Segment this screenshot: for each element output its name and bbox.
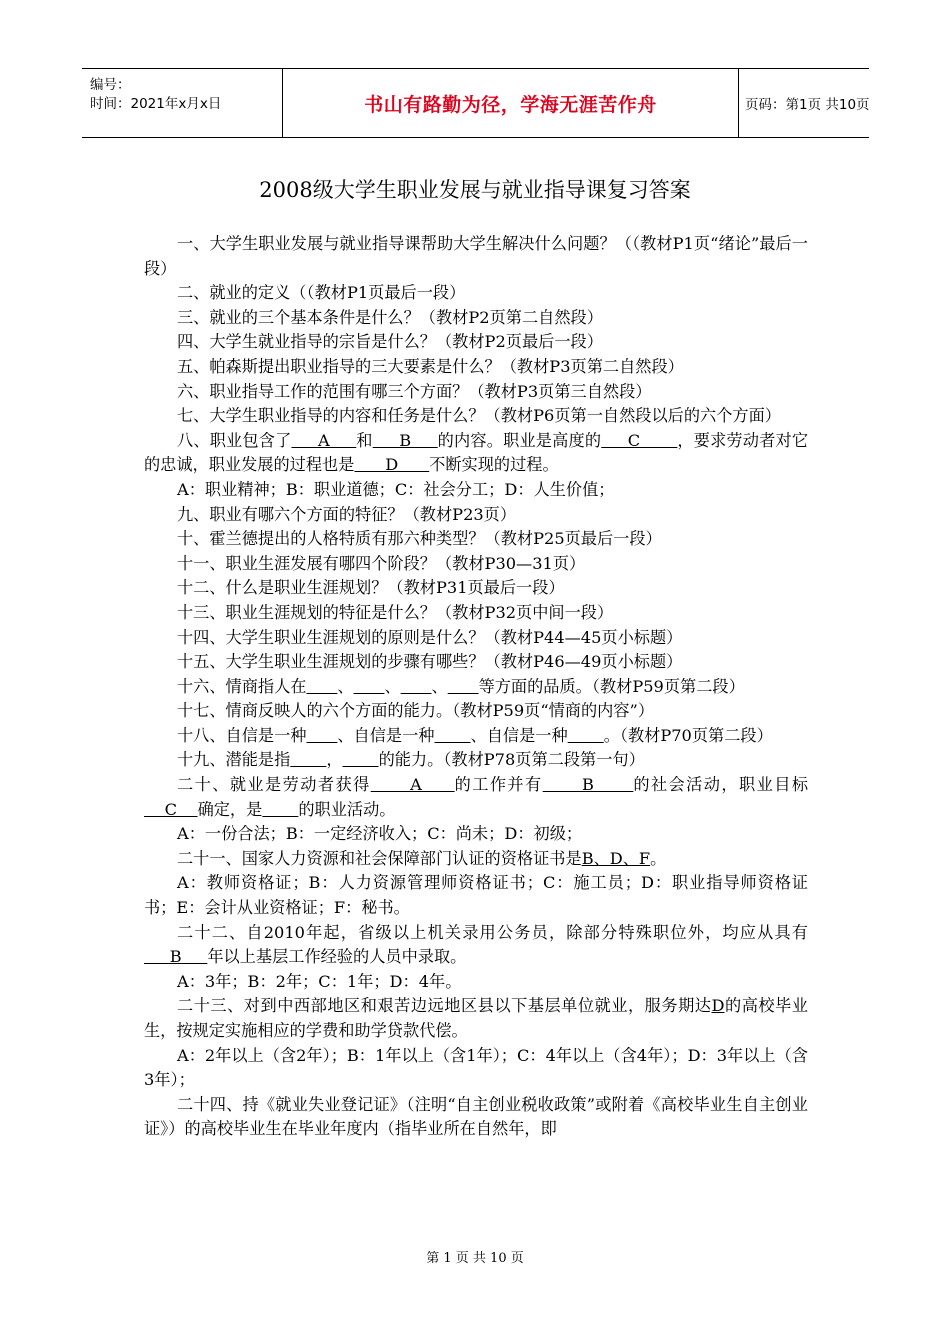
paragraph xyxy=(144,650,808,675)
page-header xyxy=(82,68,869,138)
answer-blank xyxy=(307,677,338,696)
motto-text: 书山有路勤为径，学海无涯苦作舟 xyxy=(364,93,657,116)
answer-blank: B xyxy=(542,775,634,795)
paragraph xyxy=(144,748,808,773)
answer-blank xyxy=(448,677,479,696)
answer-blank xyxy=(435,726,471,745)
paragraph-text: 一、大学生职业发展与就业指导课帮助大学生解决什么问题？（（教材P1页“绪论”最后一段） xyxy=(144,234,808,278)
paragraph-text: 的能力。（教材P78页第二段第一句） xyxy=(378,750,645,770)
paragraph-text: 十一、职业生涯发展有哪四个阶段？（教材P30—31页） xyxy=(177,553,586,573)
paragraph-text: 九、职业有哪六个方面的特征？（教材P23页） xyxy=(177,504,517,524)
paragraph-text: 十三、职业生涯规划的特征是什么？（教材P32页中间一段） xyxy=(177,602,614,622)
paragraph-text: 的高校毕业生，按规定实施相应的学费和助学贷款代偿。 xyxy=(144,996,808,1040)
paragraph xyxy=(144,404,808,429)
paragraph-text: 不断实现的过程。 xyxy=(429,455,559,475)
document-time-label: 时间：2021年x月x日 xyxy=(90,96,222,112)
paragraph-text: 十九、潜能是指 xyxy=(177,750,291,770)
paragraph-text: 二十二、自2010年起，省级以上机关录用公务员，除部分特殊职位外，均应从具有 xyxy=(177,922,808,942)
paragraph-text: 十四、大学生职业生涯规划的原则是什么？（教材P44—45页小标题） xyxy=(177,627,683,647)
paragraph-text: 三、就业的三个基本条件是什么？（教材P2页第二自然段） xyxy=(177,307,603,327)
paragraph-text: 、 xyxy=(384,676,401,696)
paragraph xyxy=(144,871,808,920)
paragraph-text: 十二、什么是职业生涯规划？（教材P31页最后一段） xyxy=(177,578,565,598)
paragraph-text: 的工作并有 xyxy=(454,775,543,795)
paragraph xyxy=(144,699,808,724)
document-body xyxy=(144,232,808,1142)
paragraph-text: 十五、大学生职业生涯规划的步骤有哪些？（教材P46—49页小标题） xyxy=(177,652,683,672)
paragraph-text: A：职业精神；B：职业道德；C：社会分工；D：人生价值； xyxy=(177,479,615,499)
header-page-cell xyxy=(737,69,869,137)
paragraph xyxy=(144,281,808,306)
paragraph-text: 五、帕森斯提出职业指导的三大要素是什么？（教材P3页第二自然段） xyxy=(177,356,684,376)
paragraph xyxy=(144,478,808,503)
paragraph-text: 。 xyxy=(650,848,667,868)
paragraph-text: 四、大学生就业指导的宗旨是什么？（教材P2页最后一段） xyxy=(177,332,603,352)
paragraph-text: A：一份合法；B：一定经济收入；C：尚未；D：初级； xyxy=(177,824,583,844)
page-code: 页码：第1页 共10页 xyxy=(745,97,870,113)
answer-blank: C xyxy=(601,430,678,450)
paragraph-text: 二十三、对到中西部地区和艰苦边远地区县以下基层单位就业，服务期达 xyxy=(177,996,712,1016)
paragraph xyxy=(144,330,808,355)
paragraph-text: 的职业活动。 xyxy=(298,799,396,819)
paragraph-text: 。（教材P70页第二段） xyxy=(603,725,773,745)
paragraph xyxy=(144,847,808,872)
paragraph xyxy=(144,380,808,405)
answer-blank: A xyxy=(370,775,455,795)
paragraph-text: 十七、情商反映人的六个方面的能力。（教材P59页“情商的内容”） xyxy=(177,701,655,721)
answer-blank: C xyxy=(144,799,198,819)
paragraph-text: 十八、自信是一种 xyxy=(177,725,307,745)
paragraph xyxy=(144,1044,808,1093)
paragraph xyxy=(144,552,808,577)
paragraph-text: 十、霍兰德提出的人格特质有那六种类型？（教材P25页最后一段） xyxy=(177,529,662,549)
answer-blank: B、D、F xyxy=(581,848,651,868)
document-title: 2008级大学生职业发展与就业指导课复习答案 xyxy=(259,178,691,202)
paragraph-text: 等方面的品质。（教材P59页第二段） xyxy=(478,676,745,696)
answer-blank xyxy=(568,726,604,745)
document-number-label: 编号： xyxy=(90,77,131,93)
paragraph-text: 六、职业指导工作的范围有哪三个方面？（教材P3页第三自然段） xyxy=(177,381,652,401)
paragraph-text: ，要求劳动者对它的忠诚，职业发展的过程也是 xyxy=(144,430,809,475)
paragraph-text: 八、职业包含了 xyxy=(177,430,292,450)
paragraph-text: 十六、情商指人在 xyxy=(177,676,307,696)
paragraph xyxy=(144,970,808,995)
paragraph-text: 、 xyxy=(431,676,448,696)
paragraph xyxy=(144,773,808,822)
paragraph-text: 的内容。职业是高度的 xyxy=(437,430,602,450)
answer-blank: D xyxy=(354,455,430,475)
answer-blank xyxy=(354,677,385,696)
paragraph xyxy=(144,601,808,626)
paragraph xyxy=(144,355,808,380)
answer-blank: B xyxy=(372,430,438,450)
answer-blank: D xyxy=(711,996,725,1016)
paragraph xyxy=(144,822,808,847)
paragraph-text: 二、就业的定义（（教材P1页最后一段） xyxy=(177,283,466,303)
answer-blank xyxy=(290,750,326,769)
answer-blank: A xyxy=(291,430,357,450)
paragraph-text: 二十一、国家人力资源和社会保障部门认证的资格证书是 xyxy=(177,848,582,868)
paragraph-text: 二十、就业是劳动者获得 xyxy=(177,775,371,795)
paragraph-text: 年以上基层工作经验的人员中录取。 xyxy=(207,947,467,967)
paragraph-text: A：2年以上（含2年）；B：1年以上（含1年）；C：4年以上（含4年）；D：3年以上（含3年）； xyxy=(144,1045,808,1090)
answer-blank xyxy=(401,677,432,696)
paragraph xyxy=(144,626,808,651)
paragraph xyxy=(144,724,808,749)
paragraph-text: 确定，是 xyxy=(197,799,263,819)
header-meta-cell xyxy=(82,69,282,137)
paragraph-text: 二十四、持《就业失业登记证》（注明“自主创业税收政策”或附着《高校毕业生自主创业证》）的高校毕业生在毕业年度内（指毕业所在自然年，即 xyxy=(144,1094,808,1139)
answer-blank xyxy=(343,750,379,769)
paragraph-text: 、自信是一种 xyxy=(470,725,568,745)
paragraph-text: 的社会活动，职业目标 xyxy=(633,775,809,795)
header-motto-cell xyxy=(282,69,739,137)
paragraph xyxy=(144,1093,808,1142)
paragraph xyxy=(144,527,808,552)
paragraph-text: 、 xyxy=(337,676,354,696)
page-footer: 第 1 页 共 10 页 xyxy=(426,1251,524,1266)
paragraph-text: 七、大学生职业指导的内容和任务是什么？（教材P6页第一自然段以后的六个方面） xyxy=(177,406,781,426)
paragraph xyxy=(144,503,808,528)
paragraph-text: ， xyxy=(326,750,343,770)
paragraph xyxy=(144,921,808,970)
paragraph-text: A：教师资格证；B：人力资源管理师资格证书；C：施工员；D：职业指导师资格证书；E：会计从业资格证；F：秘书。 xyxy=(144,873,808,918)
paragraph xyxy=(144,576,808,601)
answer-blank xyxy=(307,726,338,745)
paragraph-text: 和 xyxy=(356,430,373,450)
paragraph-text: A：3年；B：2年；C：1年；D：4年。 xyxy=(177,971,462,991)
paragraph xyxy=(144,232,808,281)
paragraph-text: 、自信是一种 xyxy=(337,725,435,745)
answer-blank: B xyxy=(144,947,208,967)
paragraph xyxy=(144,994,808,1043)
paragraph xyxy=(144,306,808,331)
paragraph xyxy=(144,675,808,700)
paragraph xyxy=(144,429,808,478)
answer-blank xyxy=(262,800,298,819)
